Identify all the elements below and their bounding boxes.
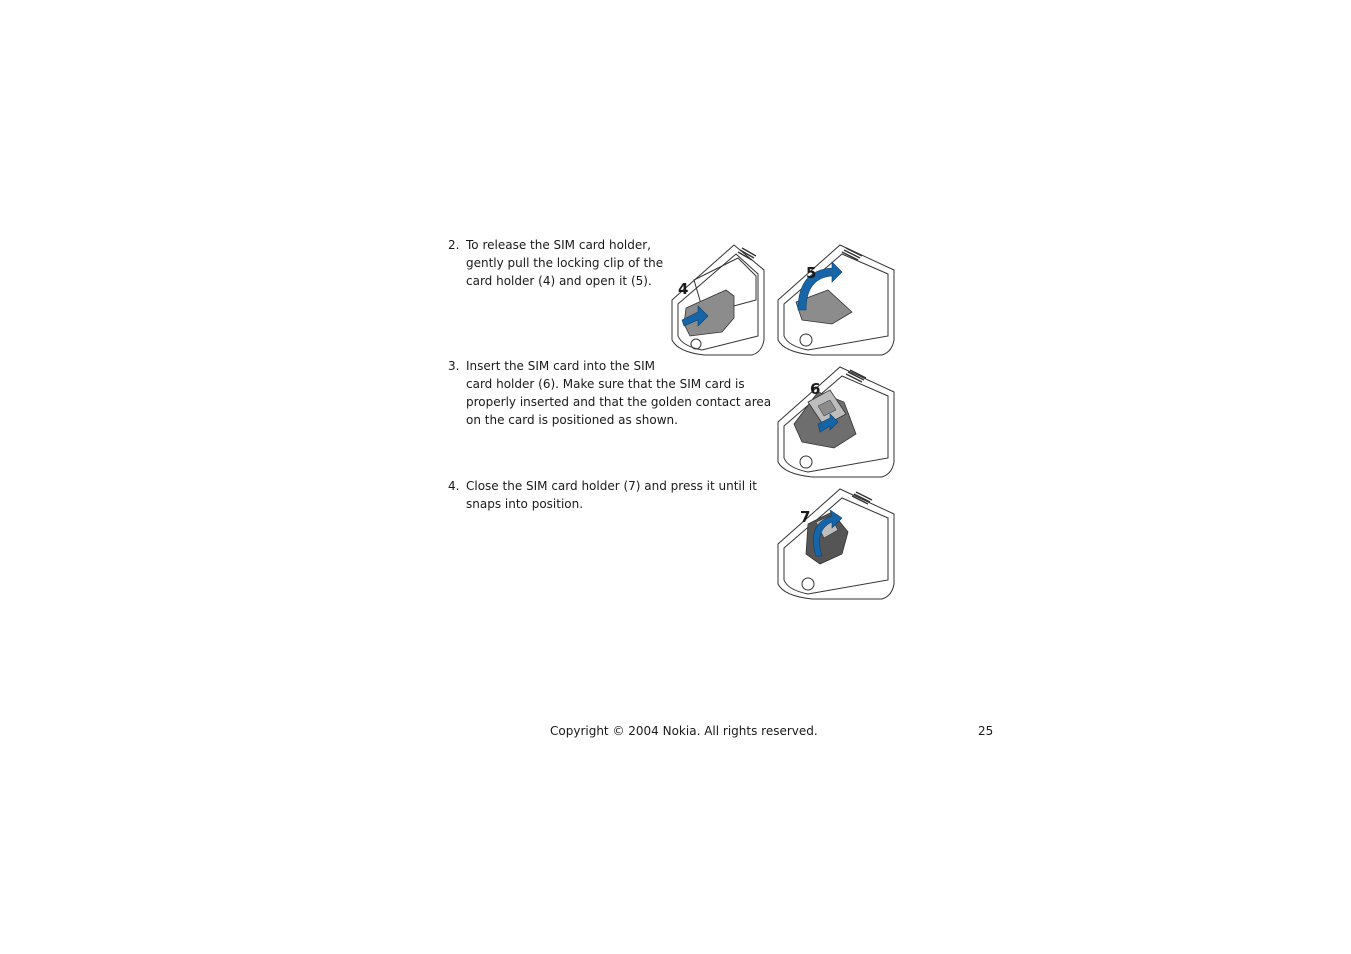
step-text-line: on the card is positioned as shown. — [466, 413, 678, 427]
copyright-notice: Copyright © 2004 Nokia. All rights reserved. — [550, 724, 818, 738]
illustration-release-clip — [664, 240, 774, 358]
step-number: 2. — [448, 238, 460, 252]
step-text-line: card holder (6). Make sure that the SIM card is — [466, 377, 745, 391]
callout-5: 5 — [806, 264, 817, 282]
step-text — [466, 236, 663, 290]
illustration-open-holder — [772, 240, 900, 358]
step-text-line: Close the SIM card holder (7) and press it until it — [466, 479, 757, 493]
illustration-close-holder — [772, 484, 900, 602]
step-text — [466, 477, 757, 513]
step-text-line: properly inserted and that the golden contact area — [466, 395, 772, 409]
step-text-line: snaps into position. — [466, 497, 584, 511]
illustration-insert-sim — [772, 362, 900, 480]
callout-6: 6 — [810, 380, 821, 398]
step-text — [466, 357, 771, 429]
callout-7: 7 — [800, 508, 811, 526]
step-number: 3. — [448, 359, 460, 373]
step-text-line: card holder (4) and open it (5). — [466, 274, 652, 288]
step-number: 4. — [448, 479, 460, 493]
step-text-line: Insert the SIM card into the SIM — [466, 359, 655, 373]
step-text-line: gently pull the locking clip of the — [466, 256, 664, 270]
callout-4: 4 — [678, 280, 689, 298]
step-text-line: To release the SIM card holder, — [466, 238, 651, 252]
page-number: 25 — [978, 724, 994, 738]
